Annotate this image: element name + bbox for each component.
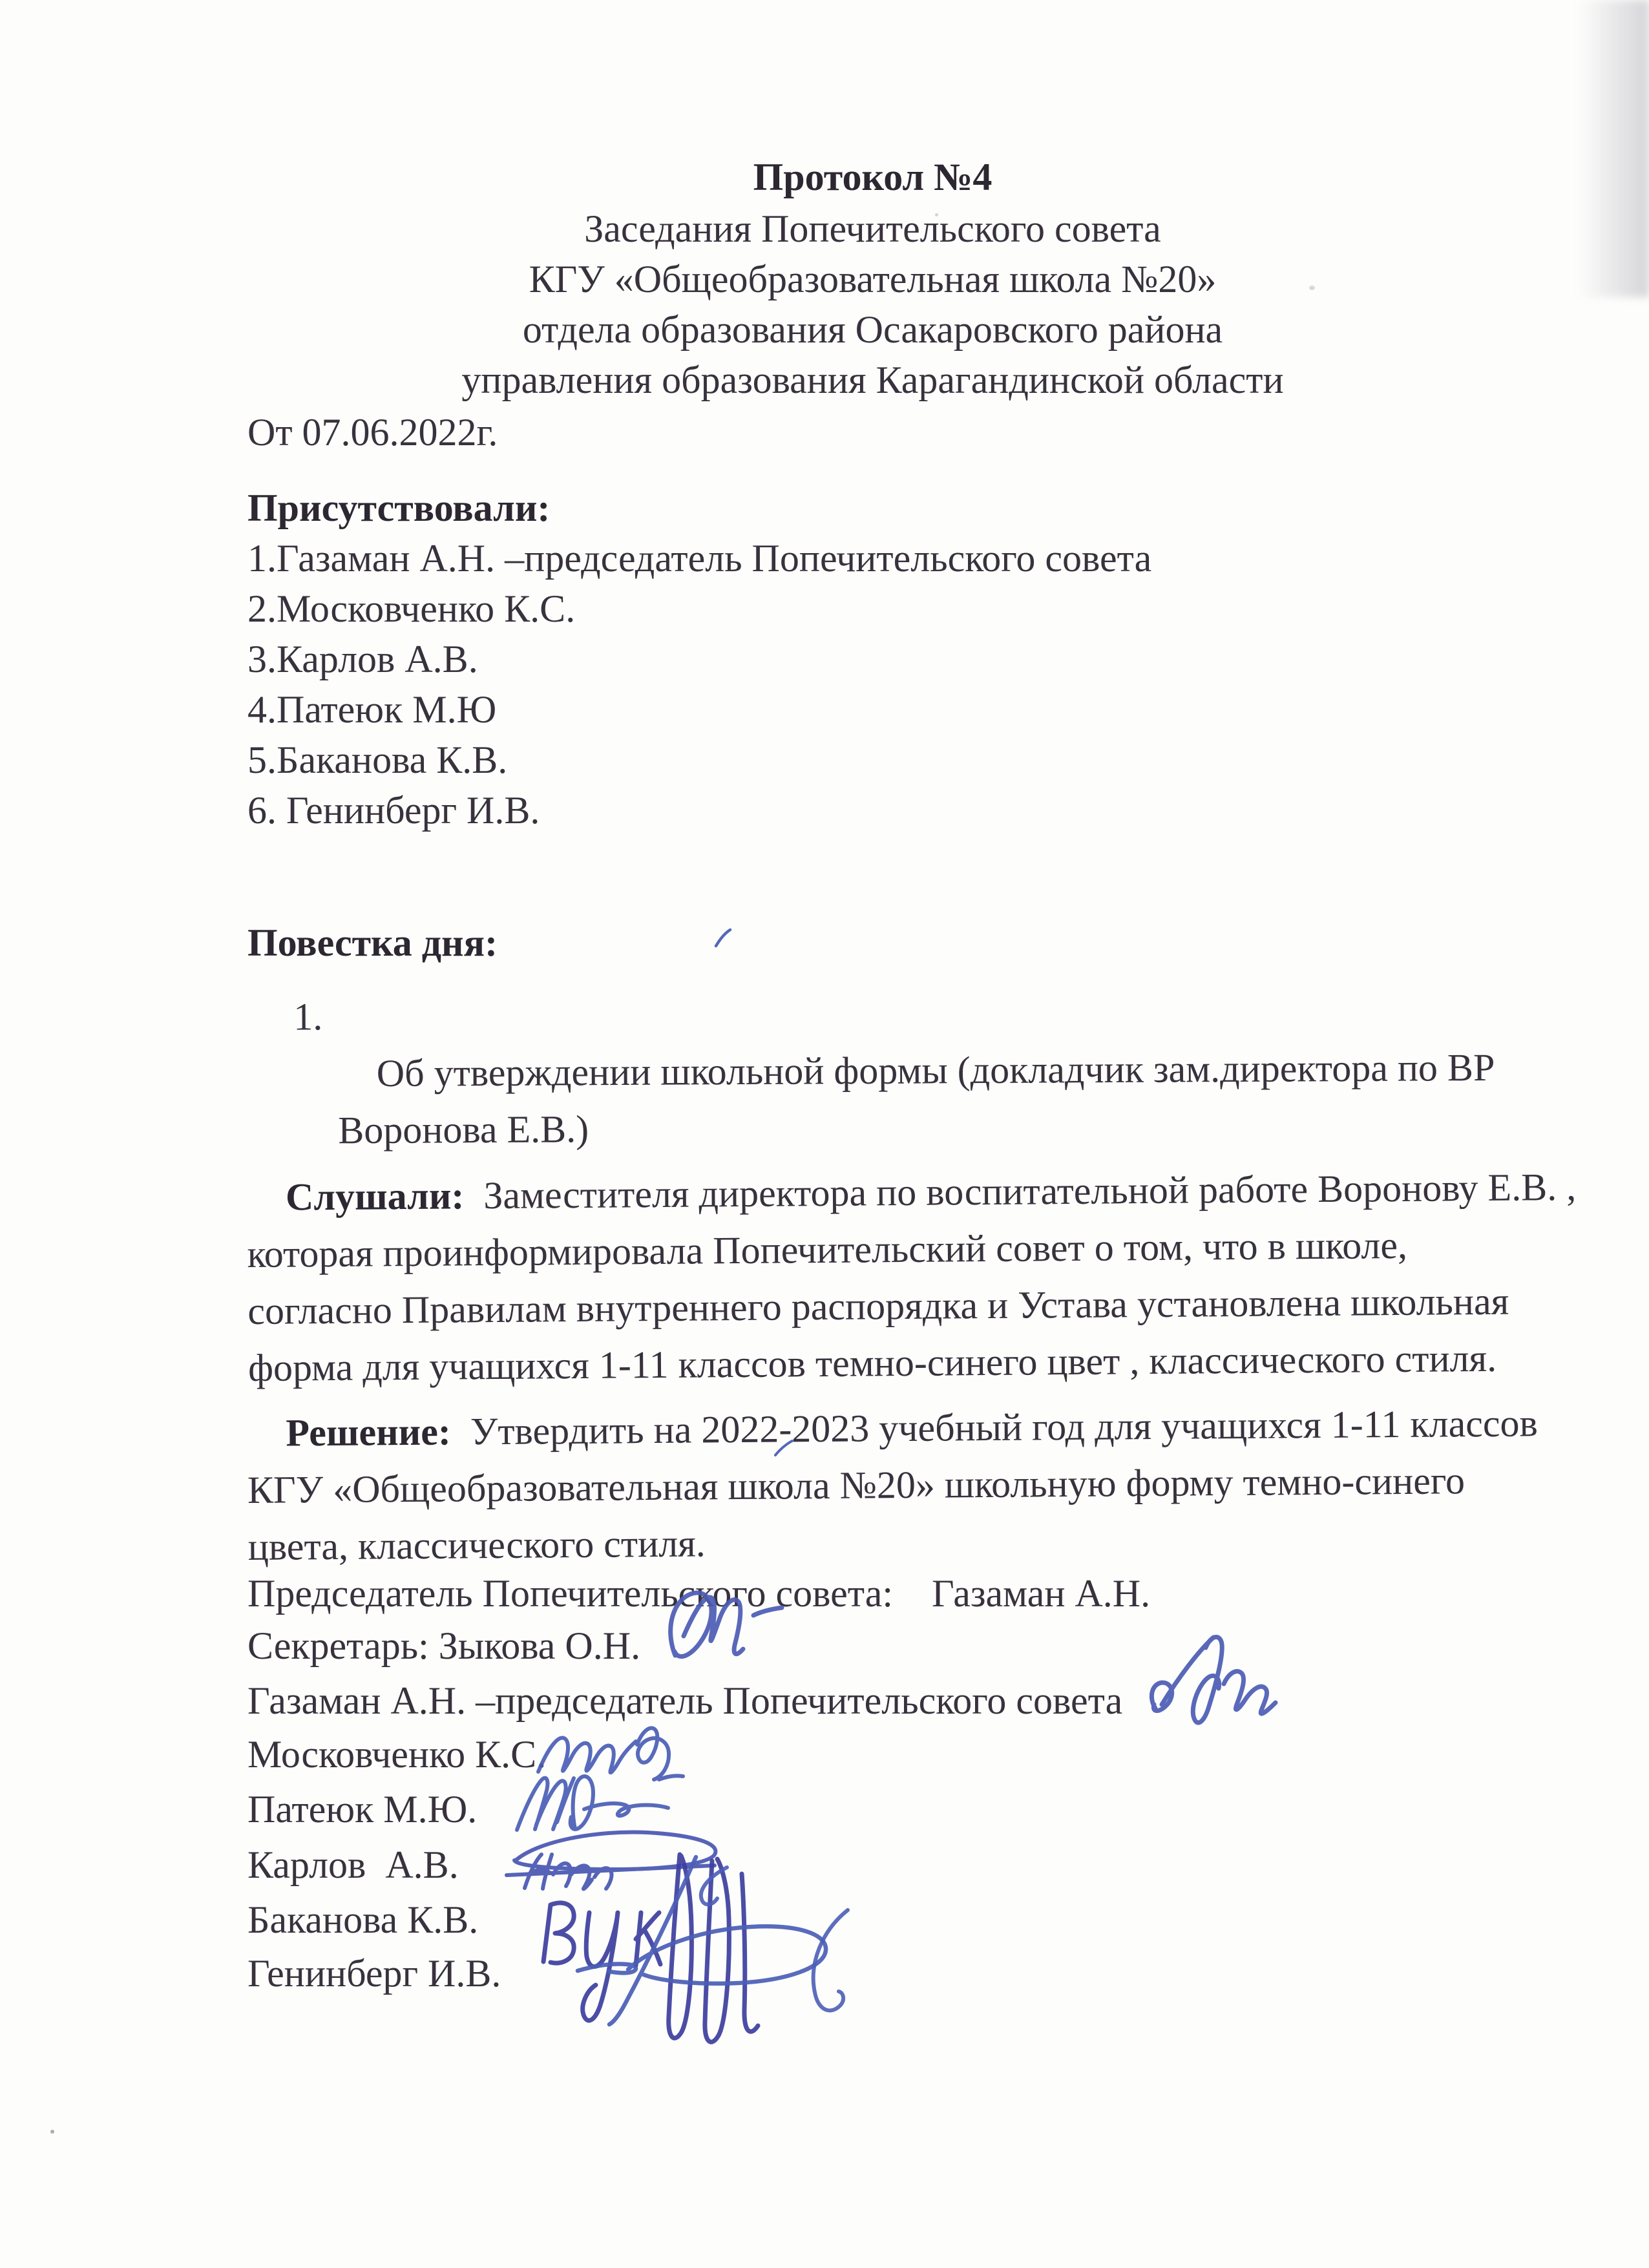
header-line: отдела образования Осакаровского района xyxy=(522,308,1223,351)
scan-edge-shadow xyxy=(1578,0,1649,297)
signature-line-chairman: Председатель Попечительского совета: Газаман А.Н. xyxy=(247,1572,1151,1615)
attendee-item: 3.Карлов А.В. xyxy=(247,638,478,680)
heard-label: Слушали: xyxy=(285,1174,465,1219)
header-line: КГУ «Общеобразовательная школа №20» xyxy=(529,258,1217,300)
pen-tick-mark xyxy=(708,925,737,954)
header-line: Заседания Попечительского совета xyxy=(584,207,1161,250)
signature-line-geninberg: Генинберг И.В. xyxy=(247,1952,501,1995)
agenda-item-text: Об утверждении школьной формы (докладчик зам.директора по ВР Воронова Е.В.) xyxy=(338,1045,1495,1152)
attendees-heading: Присутствовали: xyxy=(247,487,551,529)
gazaman-signature xyxy=(1151,1637,1276,1723)
zykova-signature xyxy=(671,1593,782,1657)
scan-speck xyxy=(50,2130,54,2134)
pen-tick-mark xyxy=(770,1436,799,1464)
attendee-item: 5.Баканова К.В. xyxy=(247,739,508,781)
heard-text: Заместителя директора по воспитательной работе Воронову Е.В. , которая проинформировала Попечительский совет о том, что в школе, согласно Правилам внутреннего распорядка и Устава установлена школьная форма для учащихся 1-11 классов темно-синего цвет , классического стиля. xyxy=(247,1165,1577,1389)
signature-line-bakanova: Баканова К.В. xyxy=(247,1898,479,1941)
ink-signatures-overlay xyxy=(452,1551,1370,2145)
agenda-item-number: 1. xyxy=(293,995,323,1038)
date-line: От 07.06.2022г. xyxy=(247,411,498,454)
attendee-item: 6. Генинберг И.В. xyxy=(247,789,540,832)
decision-label: Решение: xyxy=(286,1410,452,1454)
attendee-item: 4.Патеюк М.Ю xyxy=(247,688,497,731)
signature-line-gazaman: Газаман А.Н. –председатель Попечительского совета xyxy=(247,1679,1123,1722)
signature-line-karlov: Карлов А.В. xyxy=(247,1843,459,1886)
attendee-item: 1.Газаман А.Н. –председатель Попечительского совета xyxy=(247,537,1152,580)
signature-line-secretary: Секретарь: Зыкова О.Н. xyxy=(247,1624,641,1667)
decision-text: Утвердить на 2022-2023 учебный год для учащихся 1-11 классов КГУ «Общеобразовательная школа №20» школьную форму темно-синего цвета, классического стиля. xyxy=(247,1402,1539,1568)
agenda-heading: Повестка дня: xyxy=(247,921,498,964)
attendee-item: 2.Московченко К.С. xyxy=(247,587,576,630)
signature-line-pateyuk: Патеюк М.Ю. xyxy=(247,1788,478,1831)
pateyuk-signature xyxy=(517,1776,668,1830)
bakanova-signature xyxy=(543,1854,758,2042)
signature-line-moskovchenko: Московченко К.С. xyxy=(247,1733,547,1776)
bakanova-flourish xyxy=(701,1867,848,2010)
page-title: Протокол №4 xyxy=(753,156,993,198)
moskovchenko-signature xyxy=(538,1728,683,1780)
header-line: управления образования Карагандинской области xyxy=(461,359,1284,401)
